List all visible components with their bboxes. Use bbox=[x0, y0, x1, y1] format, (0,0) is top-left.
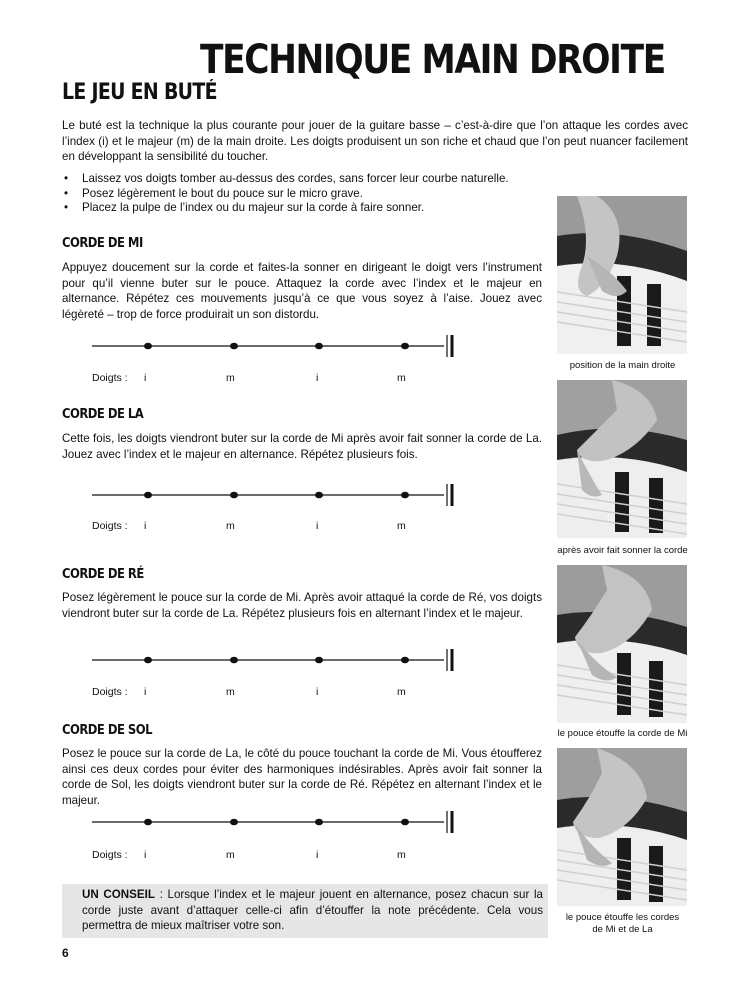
exercise-text: Appuyez doucement sur la corde et faites-la sonner en dirigeant le doigt vers l’instrument pour qu’il vienne buter sur le pouce. Attaquez la corde avec l’index et le majeur en alternance. Répétez ces mouvements jusqu’à ce que vous soyez à l’aise. Jouez avec légèreté – trop de force produirait un son distordu. bbox=[62, 261, 542, 321]
note-head bbox=[144, 492, 152, 499]
photo-caption: le pouce étouffe les cordes de Mi et de La bbox=[565, 912, 680, 935]
note-head bbox=[401, 343, 409, 350]
photo-caption: position de la main droite bbox=[569, 360, 676, 371]
fingering-row bbox=[92, 372, 432, 386]
finger-label: m bbox=[397, 686, 406, 698]
photo-caption: le pouce étouffe la corde de Mi bbox=[557, 728, 688, 739]
list-item: • Laissez vos doigts tomber au-dessus des cordes, sans forcer leur courbe naturelle. bbox=[64, 172, 509, 185]
note-head bbox=[144, 343, 152, 350]
tab-staff bbox=[92, 483, 462, 507]
note-head bbox=[401, 819, 409, 826]
note-head bbox=[401, 492, 409, 499]
finger-label: i bbox=[144, 520, 147, 532]
exercise-title: CORDE DE MI bbox=[62, 235, 143, 251]
bullet-icon: • bbox=[64, 201, 69, 214]
photo-caption: après avoir fait sonner la corde bbox=[557, 545, 688, 556]
tip-text: UN CONSEIL : Lorsque l’index et le majeur jouent en alternance, posez chacun sur la corde juste avant d’attaquer celle-ci afin d’étouffer la note précédente. Cela vous permettra de mieux maîtriser votre son. bbox=[82, 888, 544, 932]
tip-box bbox=[62, 884, 548, 938]
finger-label: m bbox=[397, 520, 406, 532]
exercise-title: CORDE DE LA bbox=[62, 406, 144, 422]
finger-label: i bbox=[316, 686, 319, 698]
note-head bbox=[144, 657, 152, 664]
exercise-text: Posez le pouce sur la corde de La, le côté du pouce touchant la corde de Mi. Vous étoufferez ainsi ces deux cordes pour éviter des harmoniques indésirables. Après avoir fait sonner la corde de Sol, les doigts viendront buter sur la corde de Ré. Répétez en alternant l’index et le majeur. bbox=[62, 747, 542, 807]
tip-label: UN CONSEIL bbox=[82, 888, 155, 901]
finger-label: i bbox=[144, 686, 147, 698]
fingers-label: Doigts : bbox=[92, 372, 128, 384]
fingers-label: Doigts : bbox=[92, 686, 128, 698]
note-head bbox=[230, 492, 238, 499]
finger-label: i bbox=[144, 849, 147, 861]
finger-label: m bbox=[397, 849, 406, 861]
note-head bbox=[401, 657, 409, 664]
section-title: LE JEU EN BUTÉ bbox=[62, 80, 217, 105]
finger-label: m bbox=[397, 372, 406, 384]
finger-label: i bbox=[316, 520, 319, 532]
exercise-text: Posez légèrement le pouce sur la corde de Mi. Après avoir attaqué la corde de Ré, vos doigts viendront buter sur la corde de La. Répétez plusieurs fois en alternant l’index et le majeur. bbox=[62, 591, 542, 620]
tab-staff bbox=[92, 810, 462, 834]
fingers-label: Doigts : bbox=[92, 849, 128, 861]
exercise-title: CORDE DE RÉ bbox=[62, 566, 144, 582]
finger-label: i bbox=[144, 372, 147, 384]
note-head bbox=[144, 819, 152, 826]
exercise-text: Cette fois, les doigts viendront buter sur la corde de Mi après avoir fait sonner la corde de La. Jouez avec l’index et le majeur en alternance. Répétez plusieurs fois. bbox=[62, 432, 542, 461]
tab-staff bbox=[92, 648, 462, 672]
finger-label: m bbox=[226, 686, 235, 698]
tab-staff bbox=[92, 334, 462, 358]
fingering-row bbox=[92, 849, 432, 863]
finger-label: m bbox=[226, 372, 235, 384]
finger-label: i bbox=[316, 372, 319, 384]
note-head bbox=[315, 343, 323, 350]
note-head bbox=[230, 819, 238, 826]
hand-position-photo bbox=[557, 196, 687, 354]
page-number: 6 bbox=[62, 946, 69, 960]
finger-label: m bbox=[226, 520, 235, 532]
tips-list bbox=[62, 172, 532, 216]
note-head bbox=[230, 343, 238, 350]
finger-label: m bbox=[226, 849, 235, 861]
note-head bbox=[230, 657, 238, 664]
fingers-label: Doigts : bbox=[92, 520, 128, 532]
finger-label: i bbox=[316, 849, 319, 861]
fingering-row bbox=[92, 520, 432, 534]
note-head bbox=[315, 819, 323, 826]
list-item: • Placez la pulpe de l’index ou du majeur sur la corde à faire sonner. bbox=[64, 201, 425, 214]
intro-paragraph: Le buté est la technique la plus courante pour jouer de la guitare basse – c’est-à-dire que l’on attaque les cordes avec l’index (i) et le majeur (m) de la main droite. Les doigts produisent un son riche et chaud que l’on peut nuancer facilement en développant la sensibilité du toucher. bbox=[62, 119, 688, 163]
bullet-icon: • bbox=[64, 172, 69, 185]
bullet-icon: • bbox=[64, 186, 69, 200]
note-head bbox=[315, 657, 323, 664]
after-pluck-photo bbox=[557, 380, 687, 538]
page-title: TECHNIQUE MAIN DROITE bbox=[200, 37, 665, 83]
thumb-mute-e-a-photo bbox=[557, 748, 687, 906]
list-item: • Posez légèrement le bout du pouce sur le micro grave. bbox=[64, 186, 363, 200]
fingering-row bbox=[92, 686, 432, 700]
note-head bbox=[315, 492, 323, 499]
thumb-mute-e-photo bbox=[557, 565, 687, 723]
exercise-title: CORDE DE SOL bbox=[62, 722, 152, 738]
